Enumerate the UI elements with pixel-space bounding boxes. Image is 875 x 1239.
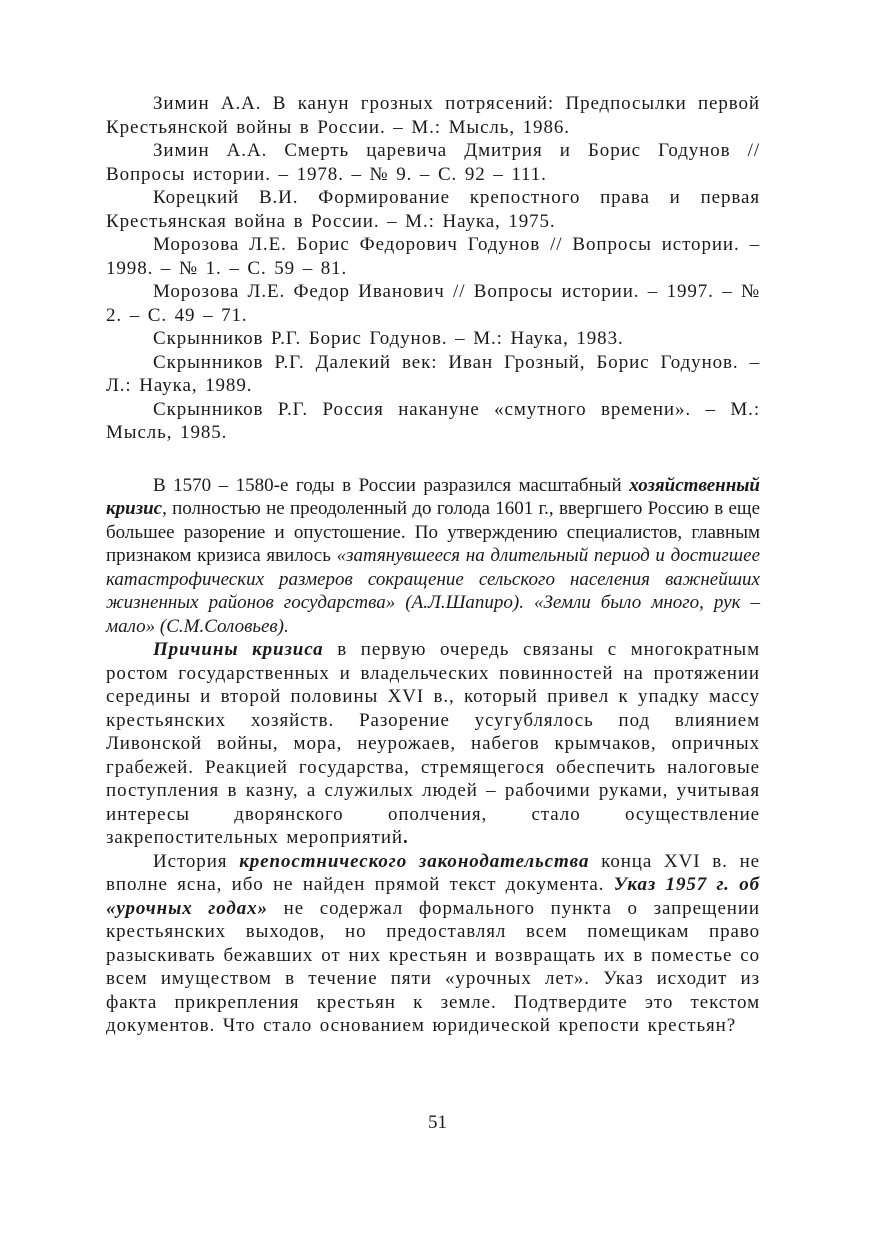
bibliography-entry: Морозова Л.Е. Федор Иванович // Вопросы истории. – 1997. – № 2. – С. 49 – 71. — [106, 281, 760, 326]
paragraph-text: конца XVI в. не вполне ясна, ибо не найден прямой текст документа. — [106, 850, 760, 895]
emphasis-term: Указ 1957 г. об «урочных годах» — [106, 874, 760, 919]
bibliography-entry: Скрынников Р.Г. Борис Годунов. – М.: Наука, 1983. — [153, 328, 624, 349]
section-gap — [106, 445, 760, 474]
paragraph-text: не содержал формального пункта о запрещении крестьянских выходов, но предоставлял всем помещикам право разыскивать бежавших от них крестьян и возвращать их в поместье со всем имуществом в течение пяти «урочных лет». Указ исходит из факта прикрепления крестьян к земле. Подтвердите это текстом документов. Что стало основанием юридической крепости крестьян? — [106, 897, 760, 1036]
page-number: 51 — [428, 1112, 447, 1133]
bibliography-entry: Зимин А.А. В канун грозных потрясений: Предпосылки первой Крестьянской войны в России. – М.: Мысль, 1986. — [106, 93, 760, 138]
paragraph-text: в первую очередь связаны с многократным ростом государственных и владельческих повинностей на протяжении середины и второй половины XVI в., который привел к упадку массу крестьянских хозяйств. Разорение усугублялось под влиянием Ливонской войны, мора, неурожаев, набегов крымчаков, опричных грабежей. Реакцией государства, стремящегося обеспечить налоговые поступления в казну, а служилых людей – рабочими руками, учитывая интересы дворянского ополчения, стало осуществление закрепостительных мероприятий — [106, 639, 760, 848]
paragraph-crisis-causes — [106, 638, 760, 850]
page-content — [106, 92, 760, 1038]
bibliography-entry: Зимин А.А. Смерть царевича Дмитрия и Борис Годунов // Вопросы истории. – 1978. – № 9. – С. 92 – 111. — [106, 140, 760, 185]
emphasis-term: крепостнического законодательства — [239, 850, 590, 872]
bibliography-entry: Скрынников Р.Г. Далекий век: Иван Грозный, Борис Годунов. – Л.: Наука, 1989. — [106, 351, 760, 396]
emphasis-term: хозяйственный кризис — [106, 474, 760, 519]
paragraph-text: В 1570 – 1580-е годы в России разразился масштабный — [153, 474, 630, 496]
paragraph-text: , полностью не преодоленный до голода 1601 г., ввергшего Россию в еще большее разорение и опустошение. По утверждению специалистов, главным признаком кризиса явилось — [106, 498, 760, 566]
quotation-text: «затянувшееся на длительный период и достигшее катастрофических размеров сокращение сельского населения важнейших жизненных районов государства» (А.Л.Шапиро). «Земли было много, рук – мало» (С.М.Соловьев). — [106, 545, 761, 637]
paragraph-serfdom-legislation — [106, 850, 760, 1038]
bibliography-entry: Корецкий В.И. Формирование крепостного права и первая Крестьянская война в России. – М.: Наука, 1975. — [106, 187, 760, 232]
paragraph-text: История — [153, 850, 240, 872]
bibliography-list — [106, 92, 760, 445]
bibliography-entry: Скрынников Р.Г. Россия накануне «смутного времени». – М.: Мысль, 1985. — [106, 398, 760, 443]
paragraph-text: . — [403, 827, 409, 848]
bibliography-entry: Морозова Л.Е. Борис Федорович Годунов // Вопросы истории. – 1998. – № 1. – С. 59 – 81. — [106, 234, 760, 279]
emphasis-term: Причины кризиса — [153, 639, 324, 660]
body-text — [106, 474, 760, 1038]
paragraph-economic-crisis — [106, 474, 760, 639]
